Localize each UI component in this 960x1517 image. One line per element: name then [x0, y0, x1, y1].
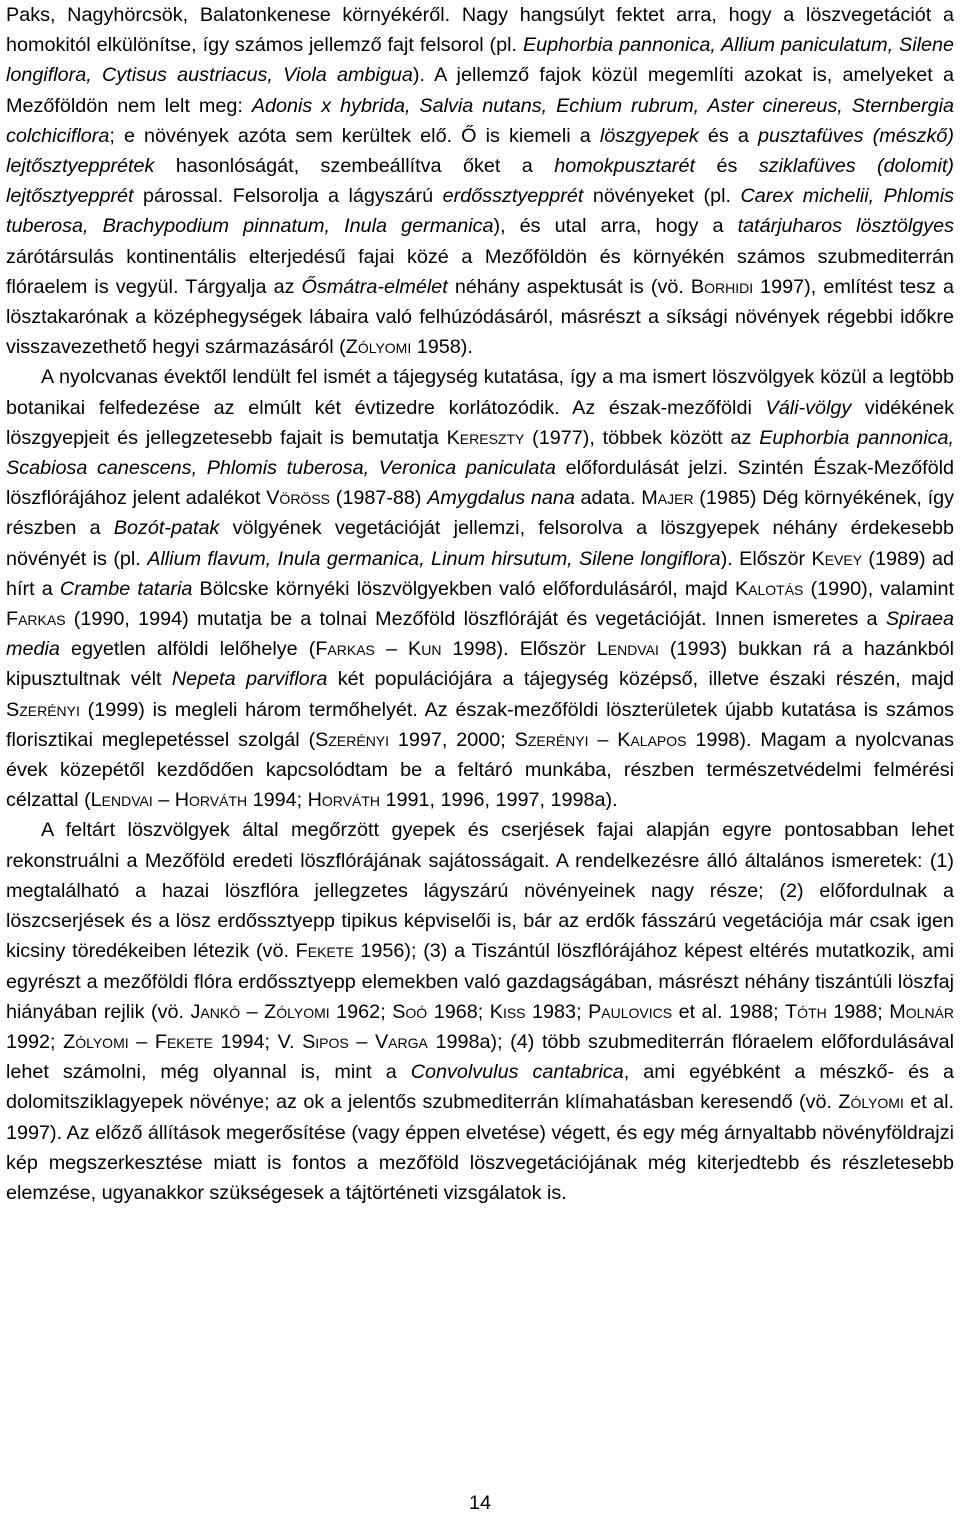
text-run: 1994; V.: [212, 1030, 303, 1053]
text-run: vidékének löszgyepjeit és jellegzetesebb fajait is bemutatja: [6, 396, 954, 449]
text-run: –: [588, 728, 618, 751]
text-run: hasonlóságát, szembeállítva őket a: [154, 155, 555, 178]
author-name: Borhidi: [690, 275, 754, 298]
text-run: 1998). Először: [441, 638, 597, 661]
author-name: Lendvai: [596, 638, 659, 661]
text-run: 1994;: [247, 789, 308, 812]
document-body: [6, 0, 954, 1208]
text-run: előfordulását jelzi. Szintén Észak-Mezőföld löszflórájához jelent adalékot: [6, 457, 954, 510]
author-name: Zólyomi: [63, 1030, 129, 1053]
text-run: ), és utal arra, hogy a: [493, 215, 738, 238]
italic-term: Carex michelii, Phlomis tuberosa, Brachypodium pinnatum, Inula germanica: [6, 185, 954, 238]
italic-term: Allium flavum, Inula germanica, Linum hirsutum, Silene longiflora: [147, 547, 721, 570]
text-run: párossal. Felsorolja a lágyszárú: [133, 185, 443, 208]
author-name: Kalotás: [734, 577, 804, 600]
italic-term: Váli-völgy: [765, 396, 852, 419]
text-run: két populációjára a tájegység középső, illetve északi részén, majd: [327, 668, 954, 691]
author-name: Sipos: [302, 1030, 349, 1053]
text-run: 1991, 1996, 1997, 1998a).: [380, 789, 618, 812]
paragraph: [6, 0, 954, 362]
text-run: –: [152, 789, 175, 812]
text-run: –: [348, 1030, 375, 1053]
author-name: Horváth: [307, 789, 380, 812]
author-name: Kalapos: [617, 728, 687, 751]
text-run: –: [374, 638, 409, 661]
text-run: 1992;: [6, 1030, 64, 1053]
text-run: 1983;: [525, 1000, 589, 1023]
author-name: Szerényi: [514, 728, 589, 751]
text-run: egyetlen alföldi lelőhelye (: [59, 638, 316, 661]
text-run: (1985) Dég környékének, így részben a: [6, 487, 954, 540]
text-run: (1989) ad hírt a: [6, 547, 954, 600]
author-name: Lendvai: [90, 789, 153, 812]
text-run: ). Először: [720, 547, 812, 570]
text-run: 1997, 2000;: [389, 728, 515, 751]
text-run: –: [128, 1030, 155, 1053]
author-name: Zólyomi: [345, 336, 412, 359]
text-run: et al. 1997). Az előző állítások megerősítése (vagy éppen elvetése) végett, és egy még árnyaltabb növényföldrajzi kép megszerkesztése miatt is fontos a mezőföld löszvegetációjának még kiterjedtebb és részletesebb elemzése, ugyanakkor szükségesek a tájtörténeti vizsgálatok is.: [6, 1091, 954, 1204]
author-name: Majer: [641, 487, 694, 510]
italic-term: Spiraea media: [6, 608, 954, 661]
author-name: Farkas: [6, 608, 66, 631]
text-run: (1993) bukkan rá a hazánkból kipusztultnak vélt: [6, 638, 954, 691]
italic-term: Crambe tataria: [59, 577, 193, 600]
italic-term: Adonis x hybrida, Salvia nutans, Echium rubrum, Aster cinereus, Sternbergia colchiciflora: [6, 94, 954, 147]
author-name: Kereszty: [446, 426, 525, 449]
text-run: 1962;: [329, 1000, 393, 1023]
author-name: Fekete: [295, 940, 354, 963]
author-name: Vöröss: [266, 487, 330, 510]
italic-term: Nepeta parviflora: [171, 668, 328, 691]
italic-term: Convolvulus cantabrica: [410, 1061, 624, 1084]
text-run: Bölcske környéki löszvölgyekben való előfordulásáról, majd: [192, 577, 735, 600]
text-run: és a: [698, 124, 758, 147]
italic-term: löszgyepek: [599, 124, 699, 147]
text-run: 1997), említést tesz a lösztakarónak a középhegységek lábaira való felhúzódásáról, másrészt a síksági növények régebbi időkre visszavezethető hegyi származásáról (: [6, 275, 954, 359]
author-name: Farkas: [315, 638, 375, 661]
author-name: Zólyomi: [838, 1091, 904, 1114]
text-run: Paks, Nagyhörcsök, Balatonkenese környékéről. Nagy hangsúlyt fektet arra, hogy a löszvegetációt a homokitól elkülönítse, így számos jellemző fajt felsorol (pl.: [6, 4, 954, 57]
author-name: Szerényi: [315, 728, 390, 751]
text-run: (1999) is megleli három termőhelyét. Az észak-mezőföldi löszterületek újabb kutatása is számos florisztikai meglepetéssel szolgál (: [6, 698, 954, 751]
italic-term: Euphorbia pannonica, Scabiosa canescens, Phlomis tuberosa, Veronica paniculata: [6, 426, 954, 480]
text-run: 1956); (3) a Tiszántúl löszflórájához képest eltérés mutatkozik, ami egyrészt a mezőföldi flóra erdőssztyepp elemekben való gazdagságában, másrészt néhány tiszántúli löszfaj hiányában rejlik (vö.: [6, 940, 954, 1023]
italic-term: Bozót-patak: [113, 517, 220, 540]
page-number: 14: [468, 1492, 491, 1514]
text-run: A feltárt löszvölgyek által megőrzött gyepek és cserjések fajai alapján egyre pontosabban lehet rekonstruálni a Mezőföld eredeti löszflórájának sajátosságait. A rendelkezésre álló általános ismeretek: (1) megtalálható a hazai löszflóra jellegzetes lágyszárú növényeinek nagy része; (2) előfordulnak a löszcserjések és a lösz erdőssztyepp tipikus képviselői is, bár az erdők fásszárú vegetációja már csak igen kicsiny töredékeiben létezik (vö.: [6, 819, 954, 963]
author-name: Molnár: [889, 1000, 955, 1023]
text-run: , ami egyébként a mészkő- és a dolomitsziklagyepek növénye; az ok a jelentős szubmediterrán klímahatásban keresendő (vö.: [6, 1061, 954, 1114]
text-run: 1998). Magam a nyolcvanas évek közepétől kezdődően kapcsolódtam be a feltáró munkába, részben természetvédelmi felmérési célzattal (: [6, 728, 954, 812]
italic-term: tatárjuharos lösztölgyes: [737, 215, 954, 238]
italic-term: erdőssztyepprét: [442, 185, 584, 208]
author-name: Kun: [408, 638, 442, 661]
author-name: Horváth: [174, 789, 248, 812]
italic-term: sziklafüves (dolomit) lejtősztyepprét: [6, 155, 954, 208]
paragraph: [6, 362, 954, 815]
text-run: (1977), többek között az: [524, 426, 760, 449]
italic-term: pusztafüves (mészkő) lejtősztyepprétek: [6, 124, 954, 178]
text-run: –: [240, 1000, 265, 1023]
text-run: növényeket (pl.: [583, 185, 741, 208]
author-name: Kiss: [489, 1000, 526, 1023]
text-run: 1998a); (4) több szubmediterrán flóraelem előfordulásával lehet számolni, még olyannal is, mint a: [6, 1030, 955, 1084]
italic-term: Euphorbia pannonica, Allium paniculatum, Silene longiflora, Cytisus austriacus, Viola ambigua: [6, 34, 954, 87]
text-run: 1988;: [826, 1000, 890, 1023]
author-name: Zólyomi: [264, 1000, 330, 1023]
author-name: Paulovics: [588, 1000, 673, 1023]
text-run: völgyének vegetációját jellemzi, felsorolva a löszgyepek néhány érdekesebb növényét is (pl.: [6, 517, 954, 570]
text-run: 1968;: [427, 1000, 490, 1023]
text-run: (1990), valamint: [803, 577, 955, 600]
italic-term: homokpusztarét: [554, 155, 696, 178]
author-name: Kevey: [811, 547, 863, 570]
text-run: adata.: [574, 487, 642, 510]
italic-term: Amygdalus nana: [427, 487, 575, 510]
text-run: ). A jellemző fajok közül megemlíti azokat is, amelyeket a Mezőföldön nem lelt meg:: [6, 64, 954, 117]
text-run: A nyolcvanas évektől lendült fel ismét a tájegység kutatása, így a ma ismert löszvölgyek közül a legtöbb botanikai felfedezése az elmúlt két évtizedre korlátozódik. Az észak-mezőföldi: [6, 366, 954, 419]
author-name: Szerényi: [6, 698, 80, 721]
author-name: Varga: [374, 1030, 428, 1053]
text-run: et al. 1988;: [672, 1000, 786, 1023]
italic-term: Ősmátra-elmélet: [301, 275, 448, 298]
paragraph: [6, 815, 954, 1208]
text-run: (1987-88): [330, 487, 428, 510]
text-run: néhány aspektusát is (vö.: [447, 275, 691, 298]
author-name: Soó: [392, 1000, 428, 1023]
text-run: és: [695, 155, 759, 178]
text-run: 1958).: [411, 336, 473, 359]
text-run: (1990, 1994) mutatja be a tolnai Mezőföld löszflóráját és vegetációját. Innen ismeretes a: [65, 608, 886, 631]
author-name: Jankó: [190, 1000, 241, 1023]
text-run: zárótársulás kontinentális elterjedésű fajai közé a Mezőföldön és környékén számos szubmediterrán flóraelem is vegyül. Tárgyalja az: [6, 245, 954, 298]
text-run: ; e növények azóta sem kerültek elő. Ő is kiemeli a: [109, 124, 600, 147]
author-name: Fekete: [154, 1030, 213, 1053]
author-name: Tóth: [785, 1000, 827, 1023]
